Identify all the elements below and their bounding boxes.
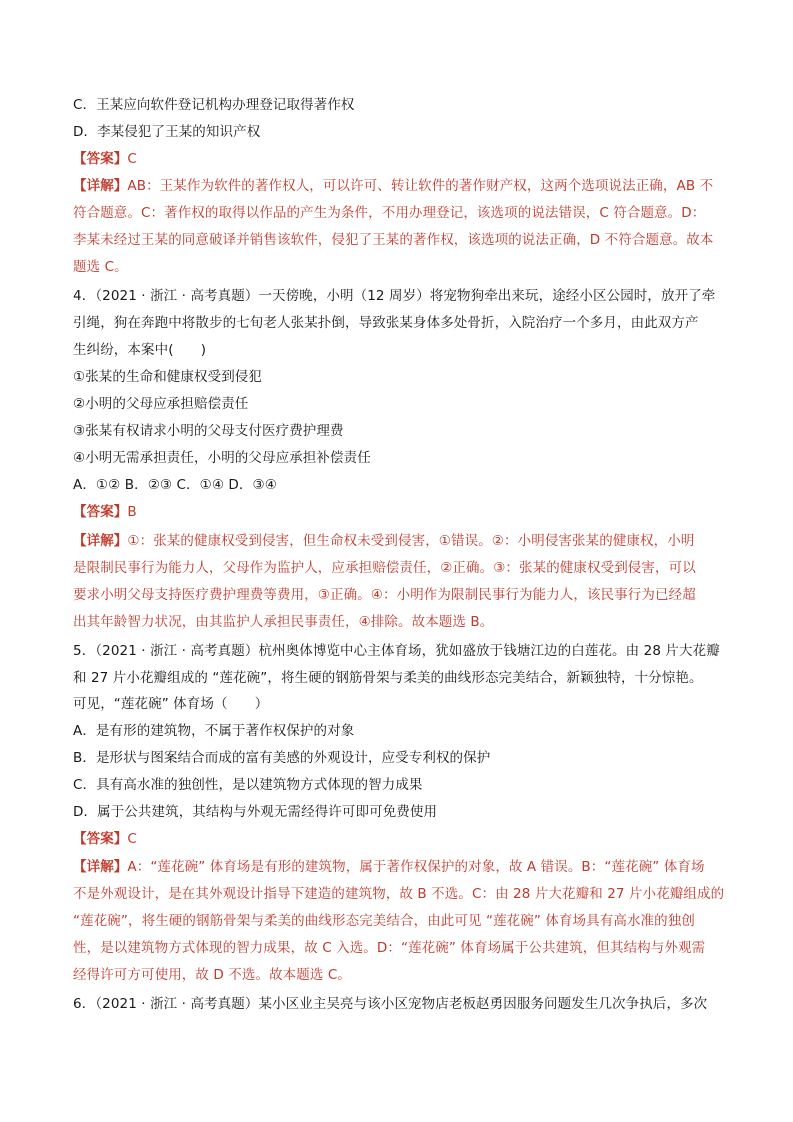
q4-stem-line: 4．（2021 · 浙江 · 高考真题）一天傍晚，小明（12 周岁）将宠物狗牵出来玩，途经小区公园时，放开了牵	[73, 288, 716, 304]
q3-detail-line	[73, 178, 733, 194]
q4-item-2: ②小明的父母应承担赔偿责任	[73, 396, 249, 412]
q5-detail-line: “莲花碗”，将生硬的钢筋骨架与柔美的曲线形态完美结合，由此可见 “莲花碗” 体育场具有高水准的独创	[73, 913, 695, 929]
detail-text: AB：王某作为软件的著作权人，可以许可、转让软件的著作财产权，这两个选项说法正确，AB 不	[127, 178, 714, 194]
q4-detail-line	[73, 533, 733, 549]
detail-text: A：“莲花碗” 体育场是有形的建筑物，属于著作权保护的对象，故 A 错误。B：“莲花碗” 体育场	[127, 859, 705, 875]
q5-option-b: B．是形状与图案结合而成的富有美感的外观设计，应受专利权的保护	[73, 750, 491, 766]
q5-stem-line: 可见，“莲花碗” 体育场（ ）	[73, 696, 269, 712]
q4-item-1: ①张某的生命和健康权受到侵犯	[73, 369, 263, 385]
detail-label: 【详解】	[73, 859, 128, 875]
q5-answer	[73, 831, 733, 847]
answer-value: C	[127, 151, 137, 167]
answer-label: 【答案】	[73, 504, 128, 520]
q4-detail-line: 是限制民事行为能力人，父母作为监护人，应承担赔偿责任，②正确。③：张某的健康权受到侵害，可以	[73, 560, 696, 576]
q5-detail-line: 不是外观设计，是在其外观设计指导下建造的建筑物，故 B 不选。C：由 28 片大花瓣和 27 片小花瓣组成的	[73, 886, 725, 902]
q5-option-a: A．是有形的建筑物，不属于著作权保护的对象	[73, 723, 355, 739]
q3-detail-line: 题选 C。	[73, 259, 128, 275]
answer-label: 【答案】	[73, 151, 128, 167]
q3-option-c: C．王某应向软件登记机构办理登记取得著作权	[73, 97, 355, 113]
q4-item-4: ④小明无需承担责任，小明的父母应承担补偿责任	[73, 450, 371, 466]
q4-stem-line: 引绳，狗在奔跑中将散步的七旬老人张某扑倒，导致张某身体多处骨折，入院治疗一个多月，由此双方产	[73, 315, 699, 331]
q3-answer	[73, 151, 733, 167]
q4-options: A．①② B．②③ C．①④ D．③④	[73, 477, 277, 493]
q3-option-d: D．李某侵犯了王某的知识产权	[73, 124, 261, 140]
answer-value: C	[127, 831, 137, 847]
detail-label: 【详解】	[73, 178, 128, 194]
q5-stem-line: 和 27 片小花瓣组成的 “莲花碗”，将生硬的钢筋骨架与柔美的曲线形态完美结合，新颖独特，十分惊艳。	[73, 670, 703, 686]
detail-text: ①：张某的健康权受到侵害，但生命权未受到侵害，①错误。②：小明侵害张某的健康权，小明	[127, 533, 695, 549]
q3-detail-line: 李某未经过王某的同意破译并销售该软件，侵犯了王某的著作权，该选项的说法正确，D 不符合题意。故本	[73, 232, 714, 248]
q4-item-3: ③张某有权请求小明的父母支付医疗费护理费	[73, 423, 344, 439]
q5-option-c: C．具有高水准的独创性，是以建筑物方式体现的智力成果	[73, 777, 423, 793]
q4-detail-line: 出其年龄智力状况，由其监护人承担民事责任，④排除。故本题选 B。	[73, 614, 494, 630]
answer-value: B	[127, 504, 137, 520]
detail-label: 【详解】	[73, 533, 128, 549]
q3-detail-line: 符合题意。C：著作权的取得以作品的产生为条件，不用办理登记，该选项的说法错误，C 符合题意。D：	[73, 205, 706, 221]
q5-detail-line: 经得许可方可使用，故 D 不选。故本题选 C。	[73, 967, 351, 983]
answer-label: 【答案】	[73, 831, 128, 847]
q4-detail-line: 要求小明父母支持医疗费护理费等费用，③正确。④：小明作为限制民事行为能力人，该民事行为已经超	[73, 587, 696, 603]
q5-detail-line: 性，是以建筑物方式体现的智力成果，故 C 入选。D：“莲花碗” 体育场属于公共建筑，但其结构与外观需	[73, 940, 706, 956]
q5-option-d: D．属于公共建筑，其结构与外观无需经得许可即可免费使用	[73, 804, 438, 820]
q6-stem-line: 6．（2021 · 浙江 · 高考真题）某小区业主吴亮与该小区宠物店老板赵勇因服务问题发生几次争执后，多次	[73, 996, 708, 1012]
q4-stem-line: 生纠纷，本案中( )	[73, 342, 207, 358]
q4-answer	[73, 504, 733, 520]
q5-detail-line	[73, 859, 733, 875]
q5-stem-line: 5．（2021 · 浙江 · 高考真题）杭州奥体博览中心主体育场，犹如盛放于钱塘江边的白莲花。由 28 片大花瓣	[73, 643, 720, 659]
